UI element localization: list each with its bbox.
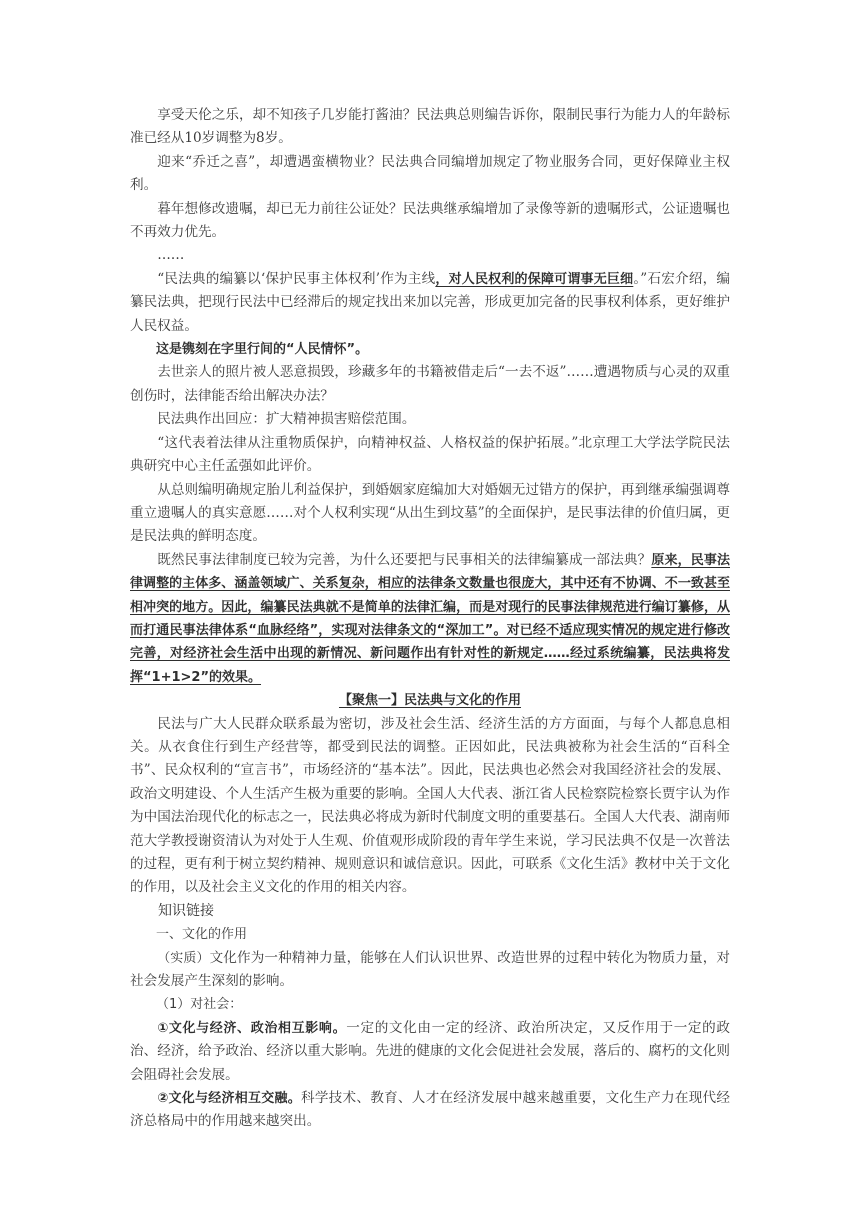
quote-continuation: 。”石宏介绍，编纂民法典，把现行民法中已经滞后的规定找出来加以完善，形成更加完备的民事权利体系，更好维护人民权益。 [130, 270, 730, 334]
paragraph-full-protection: 从总则编明确规定胎儿利益保护，到婚姻家庭编加大对婚姻无过错方的保护，再到继承编强调尊重立遗嘱人的真实意愿……对个人权利实现“从出生到坟墓”的全面保护，是民事法律的价值归属，更是民法典的鲜明态度。 [130, 481, 730, 545]
question-text: 既然民事法律制度已较为完善，为什么还要把与民事相关的法律编纂成一部法典？ [157, 551, 652, 568]
item-2-label: ②文化与经济相互交融。 [157, 1091, 301, 1107]
document-body [130, 104, 730, 1134]
section-culture-role: 一、文化的作用 [156, 927, 248, 943]
paragraph-people-sentiment: 这是镌刻在字里行间的“人民情怀”。 [156, 342, 369, 358]
paragraph-civil-law-importance: 民法与广大人民群众联系最为密切，涉及社会生活、经济生活的方方面面，与每个人都息息相关。从衣食住行到生产经营等，都受到民法的调整。正因如此，民法典被称为社会生活的“百科全书”、民众权利的“宣言书”，市场经济的“基本法”。因此，民法典也必然会对我国经济社会的发展、政治文明建设、个人生活产生极为重要的影响。全国人大代表、浙江省人民检察院检察长贾宇认为作为中国法治现代化的标志之一，民法典必将成为新时代制度文明的重要基石。全国人大代表、湖南师范大学教授谢资清认为对处于人生观、价值观形成阶段的青年学生来说，学习民法典不仅是一次普法的过程，更有利于树立契约精神、规则意识和诚信意识。因此，可联系《文化生活》教材中关于文化的作用，以及社会主义文化的作用的相关内容。 [130, 715, 730, 896]
essence-text: 文化作为一种精神力量，能够在人们认识世界、改造世界的过程中转化为物质力量，对社会发展产生深刻的影响。 [130, 949, 730, 990]
paragraph-main-line [130, 268, 730, 338]
paragraph-emotional-damage: 去世亲人的照片被人恶意损毁，珍藏多年的书籍被借走后“一去不返”……遭遇物质与心灵的双重创伤时，法律能否给出解决办法？ [130, 364, 730, 404]
paragraph-item-1 [130, 1017, 730, 1087]
paragraph-will-forms: 暮年想修改遗嘱，却已无力前往公证处？民法典继承编增加了录像等新的遗嘱形式，公证遗嘱也不再效力优先。 [130, 200, 730, 241]
answer-underlined: 原来，民事法律调整的主体多、涵盖领域广、关系复杂，相应的法律条文数量也很庞大，其中还有不协调、不一致甚至相冲突的地方。因此，编纂民法典就不是简单的法律汇编，而是对现行的民事法律规范进行编订纂修，从而打通民事法律体系“血脉经络”，实现对法律条文的“深加工”。对已经不适应现实情况的规定进行修改完善，对经济社会生活中出现的新情况、新问题作出有针对性的新规定……经过系统编纂，民法典将发挥“1+1>2”的效果。 [130, 552, 730, 685]
paragraph-item-2 [130, 1087, 730, 1134]
ellipsis-line: …… [157, 247, 185, 264]
emphasis-underlined: ，对人民权利的保障可谓事无巨细 [435, 271, 634, 287]
paragraph-essence [130, 947, 730, 994]
knowledge-link-heading: 知识链接 [158, 902, 214, 919]
paragraph-property-service: 迎来“乔迁之喜”，却遭遇蛮横物业？民法典合同编增加规定了物业服务合同，更好保障业主权利。 [130, 153, 730, 194]
paragraph-why-codify [130, 549, 730, 689]
paragraph-expert-comment: “这代表着法律从注重物质保护，向精神权益、人格权益的保护拓展。”北京理工大学法学院民法典研究中心主任孟强如此评价。 [130, 434, 730, 475]
item-2-text: 科学技术、教育、人才在经济发展中越来越重要，文化生产力在现代经济总格局中的作用越来越突出。 [130, 1090, 730, 1130]
essence-label: （实质） [157, 950, 210, 966]
quote-text: “民法典的编纂以‘保护民事主体权利’作为主线 [157, 270, 436, 287]
item-1-text: 一定的文化由一定的经济、政治所决定，又反作用于一定的政治、经济，给予政治、经济以重大影响。先进的健康的文化会促进社会发展，落后的、腐朽的文化则会阻碍社会发展。 [130, 1019, 730, 1083]
item-1-label: ①文化与经济、政治相互影响。 [157, 1020, 347, 1036]
focus-title: 【聚焦一】民法典与文化的作用 [338, 693, 521, 709]
paragraph-age-standard: 享受天伦之乐，却不知孩子几岁能打酱油？民法典总则编告诉你，限制民事行为能力人的年龄标准已经从10岁调整为8岁。 [130, 107, 730, 147]
paragraph-response: 民法典作出回应：扩大精神损害赔偿范围。 [157, 411, 416, 428]
society-label: （1）对社会： [156, 997, 243, 1013]
